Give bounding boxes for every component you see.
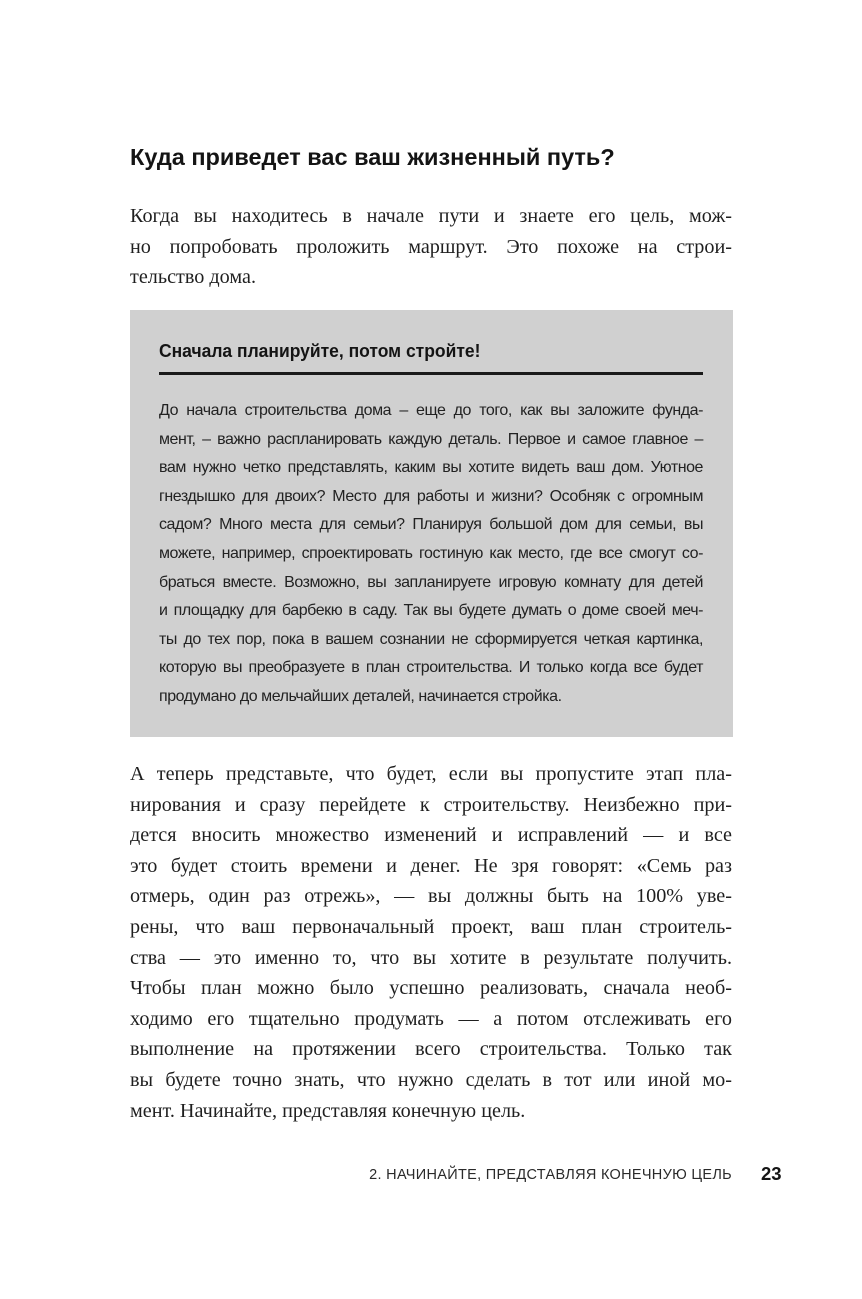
sidebar-line: садом? Много места для семьи? Планируя большой дом для семьи, вы xyxy=(159,516,703,534)
sidebar-line: гнездышко для двоих? Место для работы и жизни? Особняк с огромным xyxy=(159,487,703,505)
sidebar-line: продумано до мельчайших деталей, начинается стройка. xyxy=(159,687,562,705)
body-line: мент. Начинайте, представляя конечную цель. xyxy=(130,1099,526,1122)
body-line: вы будете точно знать, что нужно сделать в тот или иной мо- xyxy=(130,1068,732,1091)
body-line: отмерь, один раз отрежь», — вы должны быть на 100% уве- xyxy=(130,885,732,908)
body-line: А теперь представьте, что будет, если вы пропустите этап пла- xyxy=(130,763,732,785)
body-line: рены, что ваш первоначальный проект, ваш план строитель- xyxy=(130,915,732,938)
intro-line: но попробовать проложить маршрут. Это похоже на строи- xyxy=(130,235,732,258)
sidebar-line: которую вы преобразуете в план строительства. И только когда все будет xyxy=(159,659,703,677)
body-line: дется вносить множество изменений и исправлений — и все xyxy=(130,824,732,847)
sidebar-line: вам нужно четко представлять, каким вы хотите видеть ваш дом. Уютное xyxy=(159,459,703,477)
body-line: нирования и сразу перейдете к строительству. Неизбежно при- xyxy=(130,793,732,816)
sidebar-line: браться вместе. Возможно, вы запланируете игровую комнату для детей xyxy=(159,573,703,591)
body-paragraph xyxy=(130,759,732,1126)
body-line: ходимо его тщательно продумать — а потом отслеживать его xyxy=(130,1007,732,1030)
sidebar-text xyxy=(159,397,703,712)
body-line: это будет стоить времени и денег. Не зря говорят: «Семь раз xyxy=(130,854,732,877)
sidebar-divider xyxy=(159,372,703,375)
body-line: выполнение на протяжении всего строительства. Только так xyxy=(130,1038,732,1061)
sidebar-line: мент, – важно распланировать каждую деталь. Первое и самое главное – xyxy=(159,430,703,448)
sidebar-line: можете, например, спроектировать гостиную как место, где все смогут со- xyxy=(159,544,703,562)
intro-paragraph xyxy=(130,201,732,293)
body-line: ства — это именно то, что вы хотите в результате получить. xyxy=(130,946,732,969)
sidebar-line: До начала строительства дома – еще до того, как вы заложите фунда- xyxy=(159,402,703,419)
sidebar-line: ты до тех пор, пока в вашем сознании не сформируется четкая картинка, xyxy=(159,630,703,648)
section-heading: Куда приведет вас ваш жизненный путь? xyxy=(130,144,615,170)
sidebar-box xyxy=(130,310,733,737)
intro-line: тельство дома. xyxy=(130,266,257,289)
sidebar-title: Сначала планируйте, потом стройте! xyxy=(159,340,481,361)
intro-line: Когда вы находитесь в начале пути и знаете его цель, мож- xyxy=(130,205,732,227)
sidebar-line: и площадку для барбекю в саду. Так вы будете думать о доме своей меч- xyxy=(159,602,703,620)
running-head: 2. НАЧИНАЙТЕ, ПРЕДСТАВЛЯЯ КОНЕЧНУЮ ЦЕЛЬ xyxy=(369,1167,732,1183)
page-number: 23 xyxy=(761,1163,782,1184)
body-line: Чтобы план можно было успешно реализовать, сначала необ- xyxy=(130,977,732,1000)
